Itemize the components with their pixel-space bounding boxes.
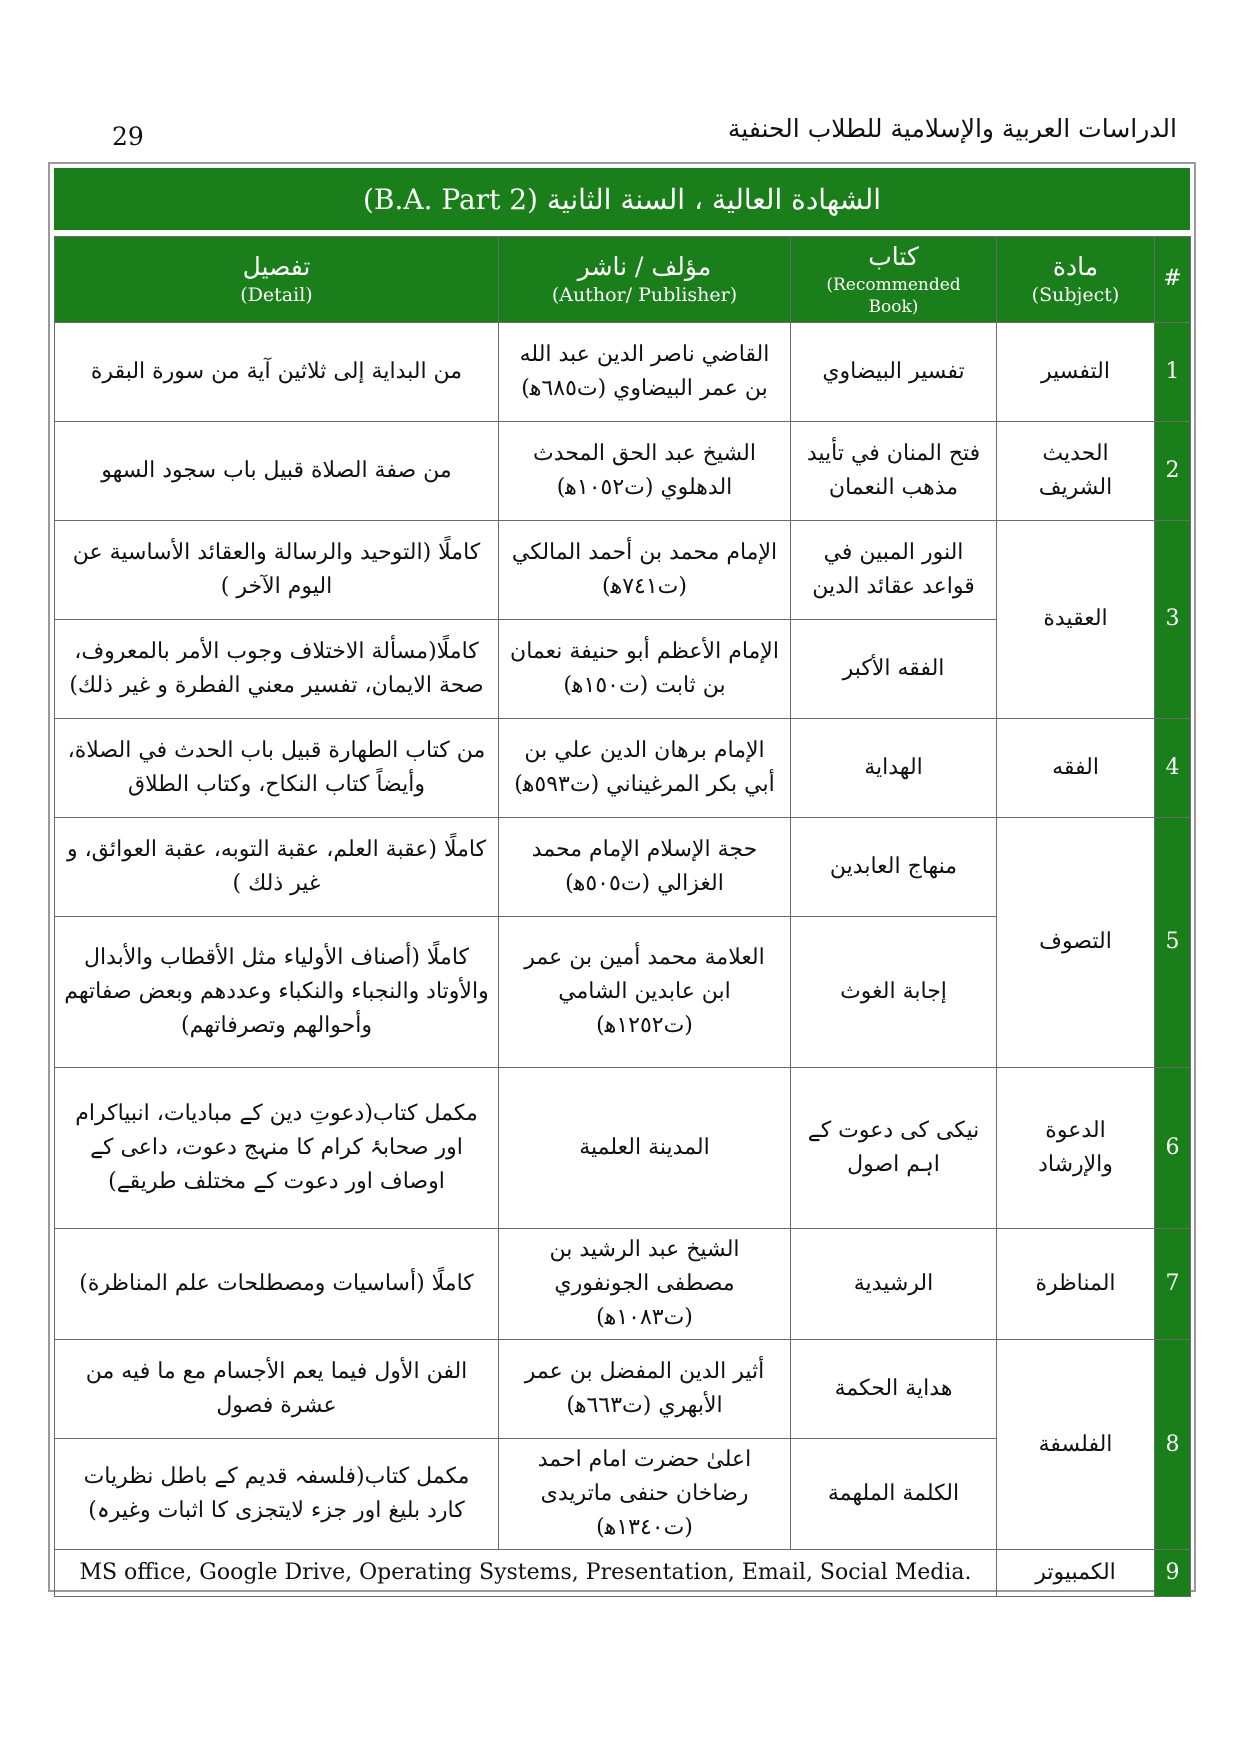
column-header-author <box>499 237 791 323</box>
cell-author: الشيخ عبد الحق المحدث الدهلوي (ت١٠٥٢ﻫ) <box>499 421 791 520</box>
cell-subject: التصوف <box>997 817 1155 1067</box>
cell-book: الهداية <box>791 718 997 817</box>
table-row <box>55 1228 1191 1339</box>
column-header-author-ar: مؤلف / ناشر <box>577 251 712 281</box>
cell-num: 2 <box>1155 421 1191 520</box>
section-banner: الشهادة العالية ، السنة الثانية (B.A. Part 2) <box>54 168 1190 230</box>
cell-author: أثير الدين المفضل بن عمر الأبهري (ت٦٦٣ﻫ) <box>499 1339 791 1438</box>
column-header-detail-ar: تفصيل <box>242 251 311 281</box>
cell-subject: الحديث الشريف <box>997 421 1155 520</box>
cell-subject: الدعوة والإرشاد <box>997 1067 1155 1228</box>
column-header-book-en: (Recommended Book) <box>826 274 961 317</box>
column-header-book-ar: كتاب <box>868 242 919 271</box>
table-row <box>55 1550 1191 1597</box>
page-number: 29 <box>112 122 144 151</box>
cell-author: الإمام الأعظم أبو حنيفة نعمان بن ثابت (ت١٥٠ﻫ) <box>499 619 791 718</box>
running-title: الدراسات العربية والإسلامية للطلاب الحنفية <box>727 114 1177 143</box>
cell-book: إجابة الغوث <box>791 916 997 1067</box>
cell-detail: مکمل کتاب(دعوتِ دین کے مبادیات، انبیاکرام اور صحابۂ کرام کا منہج دعوت، داعی کے اوصاف اور دعوت کے مختلف طریقے) <box>55 1067 499 1228</box>
cell-author: اعلیٰ حضرت امام احمد رضاخان حنفی ماتریدی (ت١٣٤٠ﻫ) <box>499 1438 791 1549</box>
cell-author: القاضي ناصر الدين عبد الله بن عمر البيضاوي (ت٦٨٥ﻫ) <box>499 322 791 421</box>
column-header-author-en: (Author/ Publisher) <box>551 284 738 307</box>
cell-book: الرشيدية <box>791 1228 997 1339</box>
column-header-subject-ar: مادة <box>1052 251 1099 281</box>
column-header-num: # <box>1155 237 1191 323</box>
table-row <box>55 520 1191 619</box>
cell-num: 7 <box>1155 1228 1191 1339</box>
cell-book: هداية الحكمة <box>791 1339 997 1438</box>
cell-subject: المناظرة <box>997 1228 1155 1339</box>
table-row <box>55 718 1191 817</box>
cell-detail: من صفة الصلاة قبيل باب سجود السهو <box>55 421 499 520</box>
table-row <box>55 817 1191 916</box>
cell-subject: التفسير <box>997 322 1155 421</box>
column-header-subject-en: (Subject) <box>1031 284 1120 307</box>
cell-book: نیکی کی دعوت کے اہم اصول <box>791 1067 997 1228</box>
cell-num: 1 <box>1155 322 1191 421</box>
cell-book: فتح المنان في تأييد مذهب النعمان <box>791 421 997 520</box>
cell-detail: MS office, Google Drive, Operating Systems, Presentation, Email, Social Media. <box>55 1550 997 1597</box>
column-header-detail-en: (Detail) <box>240 284 313 307</box>
cell-author: الشيخ عبد الرشيد بن مصطفى الجونفوري (ت١٠٨٣ﻫ) <box>499 1228 791 1339</box>
cell-num: 4 <box>1155 718 1191 817</box>
cell-detail: كاملًا(مسألة الاختلاف وجوب الأمر بالمعروف، صحة الايمان، تفسير معني الفطرة و غير ذلك) <box>55 619 499 718</box>
cell-detail: كاملًا (التوحيد والرسالة والعقائد الأساسية عن اليوم الآخر ) <box>55 520 499 619</box>
cell-detail: الفن الأول فيما يعم الأجسام مع ما فيه من عشرة فصول <box>55 1339 499 1438</box>
table-row <box>55 1339 1191 1438</box>
cell-book: النور المبين في قواعد عقائد الدين <box>791 520 997 619</box>
cell-num: 9 <box>1155 1550 1191 1597</box>
cell-detail: من كتاب الطهارة قبيل باب الحدث في الصلاة، وأيضاً كتاب النكاح، وكتاب الطلاق <box>55 718 499 817</box>
cell-author: حجة الإسلام الإمام محمد الغزالي (ت٥٠٥ﻫ) <box>499 817 791 916</box>
cell-subject: العقيدة <box>997 520 1155 718</box>
syllabus-table <box>54 236 1191 1597</box>
cell-detail: مکمل کتاب(فلسفہ قدیم کے باطل نظریات کارد بلیغ اور جزء لایتجزی کا اثبات وغیرہ) <box>55 1438 499 1549</box>
cell-book: الفقه الأكبر <box>791 619 997 718</box>
cell-detail: كاملًا (أساسيات ومصطلحات علم المناظرة) <box>55 1228 499 1339</box>
cell-num: 8 <box>1155 1339 1191 1549</box>
column-header-subject <box>997 237 1155 323</box>
cell-num: 6 <box>1155 1067 1191 1228</box>
cell-subject: الفلسفة <box>997 1339 1155 1549</box>
cell-book: منهاج العابدين <box>791 817 997 916</box>
cell-book: تفسير البيضاوي <box>791 322 997 421</box>
cell-detail: كاملًا (عقبة العلم، عقبة التوبه، عقبة العوائق، و غير ذلك ) <box>55 817 499 916</box>
header-row <box>55 237 1191 323</box>
column-header-book <box>791 237 997 323</box>
cell-subject: الفقه <box>997 718 1155 817</box>
cell-author: المدينة العلمية <box>499 1067 791 1228</box>
column-header-detail <box>55 237 499 323</box>
table-row <box>55 1067 1191 1228</box>
cell-num: 3 <box>1155 520 1191 718</box>
cell-book: الكلمة الملهمة <box>791 1438 997 1549</box>
cell-author: الإمام محمد بن أحمد المالكي (ت٧٤١ﻫ) <box>499 520 791 619</box>
cell-num: 5 <box>1155 817 1191 1067</box>
cell-detail: من البداية إلى ثلاثين آية من سورة البقرة <box>55 322 499 421</box>
cell-author: الإمام برهان الدين علي بن أبي بكر المرغيناني (ت٥٩٣ﻫ) <box>499 718 791 817</box>
table-row <box>55 421 1191 520</box>
cell-author: العلامة محمد أمين بن عمر ابن عابدين الشامي (ت١٢٥٢ﻫ) <box>499 916 791 1067</box>
cell-detail: كاملًا (أصناف الأولياء مثل الأقطاب والأبدال والأوتاد والنجباء والنكباء وعددهم وبعض صفاتهم وأحوالهم وتصرفاتهم) <box>55 916 499 1067</box>
cell-subject: الكمبيوتر <box>997 1550 1155 1597</box>
table-row <box>55 322 1191 421</box>
